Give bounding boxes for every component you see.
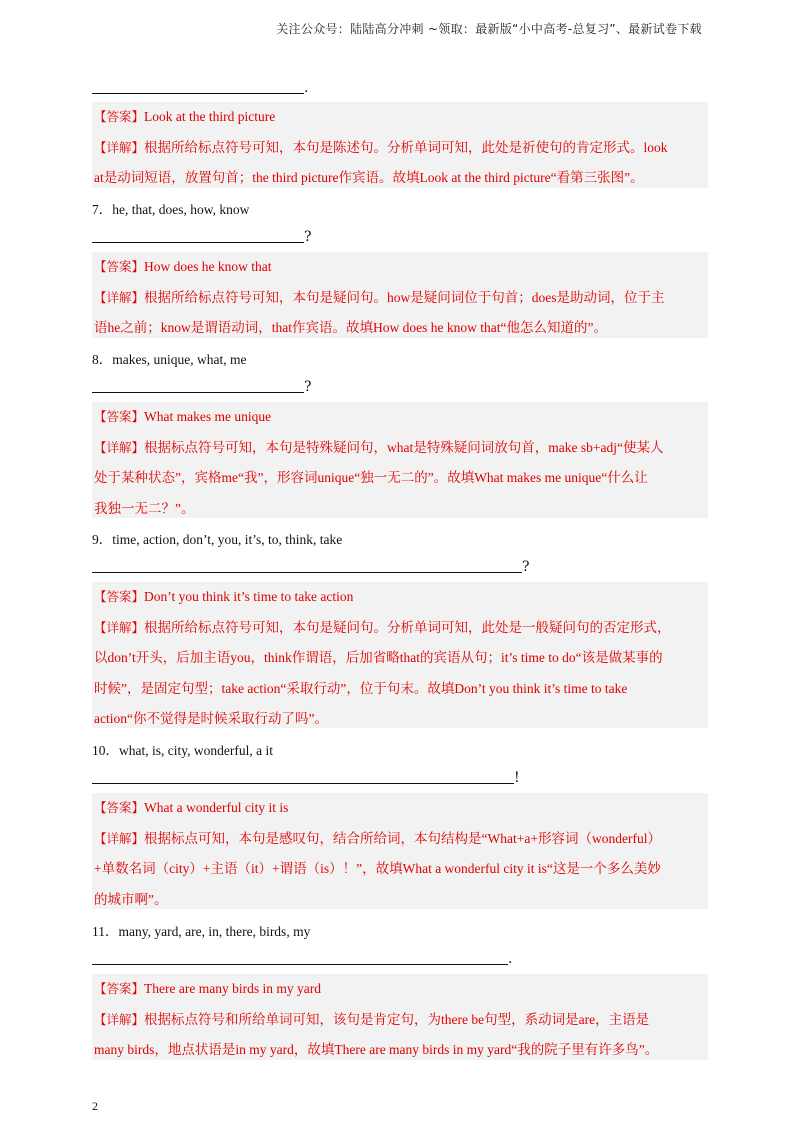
blank-punctuation: ? xyxy=(522,559,530,575)
answer-line xyxy=(94,252,708,283)
question-9: 9．time, action, don’t, you, it’s, to, think, take xyxy=(92,532,343,547)
detail-line xyxy=(94,613,708,644)
detail-line: at是动词短语，放置句首；the third picture作宾语。故填Look at the third picture“看第三张图”。 xyxy=(94,170,644,185)
answer-box xyxy=(92,974,708,1060)
answer-blank xyxy=(92,964,508,965)
detail-tag: 【详解】 xyxy=(94,1011,145,1027)
answer-blank xyxy=(92,392,304,393)
detail-tag: 【详解】 xyxy=(94,139,145,155)
answer-box xyxy=(92,582,708,728)
detail-text: 根据标点符号可知，本句是特殊疑问句，what是特殊疑问词放句首，make sb+adj“使某人 xyxy=(144,439,664,455)
detail-tag: 【详解】 xyxy=(94,439,145,455)
detail-text: 根据所给标点符号可知，本句是陈述句。分析单词可知，此处是祈使句的肯定形式。look xyxy=(144,139,668,155)
answer-tag: 【答案】 xyxy=(94,259,145,274)
detail-line xyxy=(94,133,708,164)
detail-line xyxy=(94,283,708,314)
answer-line xyxy=(94,102,708,133)
detail-line: 以don’t开头，后加主语you，think作谓语，后加省略that的宾语从句；it’s time to do“该是做某事的 xyxy=(94,650,663,665)
answer-line xyxy=(94,974,708,1005)
question-10: 10．what, is, city, wonderful, a it xyxy=(92,743,273,758)
question-8: 8．makes, unique, what, me xyxy=(92,352,247,367)
answer-tag: 【答案】 xyxy=(94,589,145,604)
answer-box xyxy=(92,793,708,909)
answer-tag: 【答案】 xyxy=(94,409,145,424)
detail-line xyxy=(94,1005,708,1036)
detail-line: 的城市啊”。 xyxy=(94,891,168,907)
answer-text: There are many birds in my yard xyxy=(144,981,321,996)
detail-line xyxy=(94,824,708,855)
answer-text: What makes me unique xyxy=(144,409,272,424)
question-11: 11．many, yard, are, in, there, birds, my xyxy=(92,924,311,939)
detail-tag: 【详解】 xyxy=(94,619,145,635)
answer-box xyxy=(92,402,708,518)
blank-punctuation: ? xyxy=(304,229,312,245)
answer-text: What a wonderful city it is xyxy=(144,800,289,815)
question-7: 7．he, that, does, how, know xyxy=(92,202,250,217)
detail-line: 语he之前；know是谓语动词，that作宾语。故填How does he know that“他怎么知道的”。 xyxy=(94,320,607,335)
detail-line: action“你不觉得是时候采取行动了吗”。 xyxy=(94,711,328,726)
answer-text: Look at the third picture xyxy=(144,109,276,124)
answer-box xyxy=(92,252,708,338)
answer-tag: 【答案】 xyxy=(94,981,145,996)
detail-line: 处于某种状态”，宾格me“我”，形容词unique“独一无二的”。故填What makes me unique“什么让 xyxy=(94,470,648,485)
detail-line: 时候”，是固定句型；take action“采取行动”，位于句末。故填Don’t you think it’s time to take xyxy=(94,680,628,696)
detail-tag: 【详解】 xyxy=(94,830,145,846)
blank-punctuation: . xyxy=(508,951,513,967)
page-number: 2 xyxy=(92,1099,98,1113)
answer-blank xyxy=(92,572,522,573)
detail-line: 我独一无二？”。 xyxy=(94,500,195,516)
answer-blank xyxy=(92,93,304,94)
answer-line xyxy=(94,793,708,824)
detail-line: many birds，地点状语是in my yard，故填There are many birds in my yard“我的院子里有许多鸟”。 xyxy=(94,1042,659,1057)
detail-tag: 【详解】 xyxy=(94,289,145,305)
detail-line xyxy=(94,433,708,464)
page-header: 关注公众号：陆陆高分冲刺 ~领取：最新版“小中高考-总复习”、最新试卷下载 xyxy=(276,22,702,36)
detail-text: 根据所给标点符号可知，本句是疑问句。how是疑问词位于句首；does是助动词，位于主 xyxy=(144,289,665,305)
blank-punctuation: ? xyxy=(304,379,312,395)
detail-line: +单数名词（city）+主语（it）+谓语（is）！”，故填What a wonderful city it is“这是一个多么美妙 xyxy=(94,861,661,876)
detail-text: 根据所给标点符号可知，本句是疑问句。分析单词可知，此处是一般疑问句的否定形式， xyxy=(144,619,671,635)
blank-punctuation: . xyxy=(304,80,309,96)
answer-blank xyxy=(92,783,514,784)
answer-line xyxy=(94,402,708,433)
blank-punctuation: ! xyxy=(514,770,520,786)
answer-tag: 【答案】 xyxy=(94,109,145,124)
answer-blank xyxy=(92,242,304,243)
answer-box xyxy=(92,102,708,188)
answer-text: How does he know that xyxy=(144,259,272,274)
answer-line xyxy=(94,582,708,613)
answer-tag: 【答案】 xyxy=(94,800,145,815)
detail-text: 根据标点符号和所给单词可知，该句是肯定句，为there be句型，系动词是are，主语是 xyxy=(144,1011,650,1027)
detail-text: 根据标点可知，本句是感叹句，结合所给词，本句结构是“What+a+形容词（wonderful） xyxy=(144,830,661,846)
answer-text: Don’t you think it’s time to take action xyxy=(144,589,354,604)
